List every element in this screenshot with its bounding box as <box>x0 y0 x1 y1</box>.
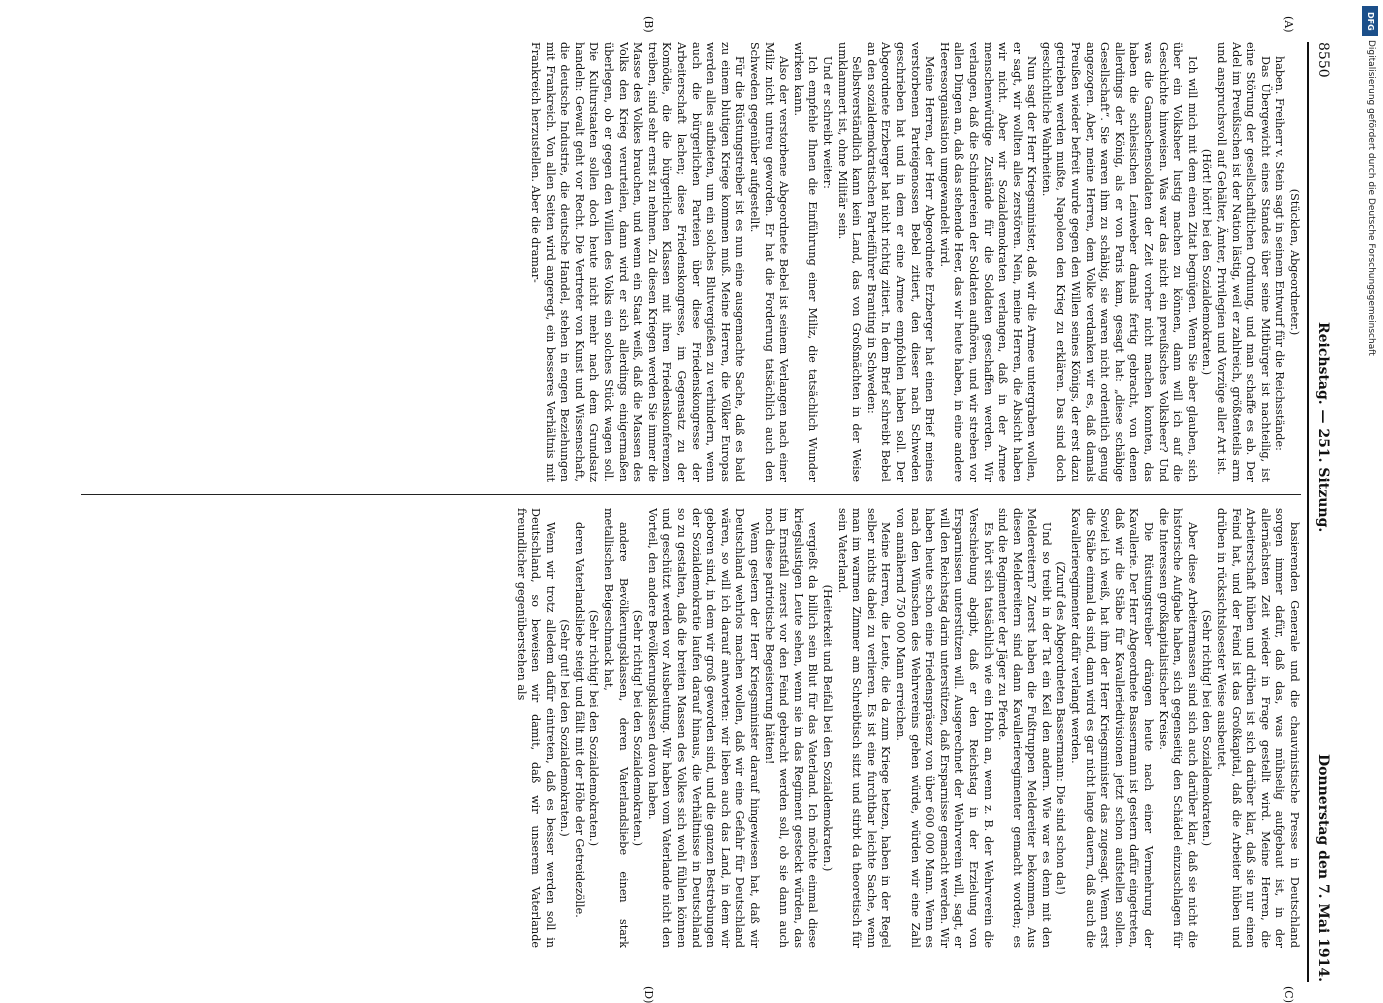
interjection: (Zuruf des Abgeordneten Bassermann: Die sind schon da!) <box>1054 561 1068 895</box>
digitization-credit: Digitalisierung gefördert durch die Deutsche Forschungsgemeinschaft <box>1366 40 1376 356</box>
paragraph: Die Rüstungstreiber drängen heute nach einer Vermehrung der Kavallerie. Der Herr Abgeordnete Bassermann ist gestern dafür eingetreten, daß wir die Stäbe für Kavalleriedivisionen jetzt schon aufstellen sollen. Soviel ich weiß, hat ihm der Herr Kriegsminister das zugesagt. Wenn erst die Stäbe einmal da sind, dann wird es gar nicht lange dauern, daß auch die Kavallerieregimenter dafür verlangt werden. <box>1069 508 1156 948</box>
paragraph: Es hört sich tatsächlich wie ein Hohn an, wenn z. B. der Wehrverein die Verschiebung abgibt, daß er den Reichstag in der Erzielung von Ersparnissen unterstützen will. Ausgerechnet der Wehrverein will, sagt, er will den Reichstag darin unterstützen, daß Ersparnisse gemacht werden. Wir haben heute schon eine Friedenspräsenz von über 600 000 Mann. Wenn es nach den Wünschen des Wehrvereins gehen würde, würden wir eine Zahl von annähernd 750 000 Mann erreichen. <box>893 508 995 948</box>
quote: Selbstverständlich kann kein Land, das von Großmächten in der Weise umklammert ist, ohne Militär sein. <box>835 42 864 482</box>
interjection: (Hört! hört! bei den Sozialdemokraten.) <box>1200 148 1214 376</box>
column-divider <box>81 494 1301 495</box>
page-number: 8550 <box>1315 42 1331 78</box>
paragraph: Meine Herren, die Leute, die da zum Kriege hetzen, haben in der Regel selber nichts dabei zu verlieren. Es ist eine furchtbar leichte Sache, wenn man im warmen Zimmer am Schreibtisch sitzt und stirbt da theoretisch für sein Vaterland. <box>835 508 893 948</box>
quote: Ich empfehle Ihnen die Einführung einer Miliz, die tatsächlich Wunder wirken kann. <box>791 42 820 482</box>
dfg-logo: DFG <box>1362 6 1378 36</box>
left-column <box>61 42 1301 482</box>
paragraph: Und so treibt in der Tat ein Keil den andern. Wie war es denn mit den Meldereitern? Zuerst haben die Fußtruppen Meldereiter bekommen. Aus diesen Meldereitern sind dann Kavallerieregimenter gemacht worden; es sind die Regimenter der Jäger zu Pferde. <box>996 508 1053 948</box>
speaker-note: (Stücklen, Abgeordneter.) <box>1288 188 1301 336</box>
paragraph: Also der verstorbene Abgeordnete Bebel ist seinem Verlangen nach einer Miliz nicht untreu geworden. Er hat die Forderung tatsächlich auch den Schweden gegenüber aufgestellt. <box>748 42 791 482</box>
interjection: (Sehr richtig! bei den Sozialdemokraten.) <box>1200 609 1214 847</box>
paragraph: Nun sagt der Herr Kriegsminister, daß wir die Armee untergraben wollen, er sagt, wir wollten alles zerstören. Nein, meine Herren, die Absicht haben wir nicht. Aber wir Sozialdemokraten verlangen, daß in der Armee menschenwürdige Zustände für die Soldaten geschaffen werden. Wir verlangen, daß die Schindereien der Soldaten aufhören, und wir streben vor allen Dingen an, daß das stehende Heer, das wir heute haben, in eine andere Heeresorganisation umgewandelt wird. <box>937 42 1039 482</box>
margin-marker-d: (D) <box>642 986 655 1003</box>
page-header <box>1307 42 1335 982</box>
paragraph: haben. Freiherr v. Stein sagt in seinem Entwurf für die Reichsstände: <box>1273 56 1287 451</box>
header-rule <box>1307 42 1309 982</box>
interjection: (Sehr richtig! bei den Sozialdemokraten.) <box>631 609 645 847</box>
interjection: (Sehr richtig! bei den Sozialdemokraten.) <box>587 609 601 847</box>
session-date: Donnerstag den 7. Mai 1914. <box>1315 753 1331 982</box>
session-title: Reichstag. — 251. Sitzung. <box>1315 322 1331 533</box>
interjection: (Sehr gut! bei den Sozialdemokraten.) <box>558 619 572 837</box>
quote: Das Übergewicht eines Standes über seine Mitbürger ist nachteilig, ist eine Störung der gesellschaftlichen Ordnung, und man schaffe es ab. Der Adel im Preußischen ist der Nation lästig, weil er zahlreich, größtenteils arm und anspruchsvoll auf Gehälter, Ämter, Privilegien und Vorzüge aller Art ist. <box>1215 42 1272 482</box>
paragraph: Und er schreibt weiter: <box>821 56 834 189</box>
paragraph: Wenn gestern der Herr Kriegsminister darauf hingewiesen hat, daß wir Deutschland wehrlos machen wollen, daß wir eine Gefahr für Deutschland wären, so will ich darauf antworten: wir lieben auch das Land, in dem wir geboren sind, in dem wir groß geworden sind, und die ganzen Bestrebungen der Sozialdemokratie laufen darauf hinaus, die Verhältnisse in Deutschland so zu gestalten, daß die breiten Massen des Volkes sich wohl fühlen können und geschützt werden vor Ausbeutung. Wir haben vom Vaterlande nicht den Vorteil, den andere Bevölkerungsklassen davon haben. <box>645 508 762 948</box>
paragraph: basierenden Generale und die chauvinistische Presse in Deutschland sorgen immer dafür, daß das, was mühselig aufgebaut ist, in der allernächsten Zeit wieder in Frage gestellt wird. Meine Herren, die Arbeiterschaft hüben und drüben ist sich darüber klar, daß sie nur einen Feind hat, und der Feind ist das Großkapital, daß die Arbeiter hüben und drüben in rücksichtslosester Weise ausbeutet. <box>1215 508 1301 948</box>
paragraph: deren Vaterlandsliebe steigt und fällt mit der Höhe der Getreidezölle. <box>572 522 586 918</box>
margin-marker-b: (B) <box>642 16 655 33</box>
margin-marker-c: (C) <box>1282 986 1295 1003</box>
interjection: (Heiterkeit und Beifall bei den Sozialdemokraten.) <box>821 584 834 872</box>
paragraph: Meine Herren, der Herr Abgeordnete Erzberger hat einen Brief meines verstorbenen Parteigenossen Bebel zitiert, den dieser nach Schweden geschrieben hat und in dem er eine Armee empfohlen haben soll. Der Abgeordnete Erzberger hat nicht richtig zitiert. In dem Brief schreibt Bebel an den sozialdemokratischen Parteiführer Branting in Schweden: <box>864 42 937 482</box>
paragraph: vergießt da billich sein Blut für das Vaterland. Ich möchte einmal diese kriegslustigen Leute sehen, wenn sie in das Regiment gesteckt würden, das im Ernstfall zuerst vor den Feind gebracht werden soll, ob sie dann auch noch diese patriotische Begeisterung hätten! <box>762 508 820 948</box>
paragraph: Ich will mich mit dem einen Zitat begnügen. Wenn Sie aber glauben, sich über ein Volksheer lustig machen zu können, dann will ich auf die Geschichte hinweisen. Was war das nicht ein preußisches Volksheer? Und was die Gamaschensoldaten der Zeit vorher nicht machen konnten, das haben die schlesischen Leinweber damals fertig gebracht, von denen allerdings der König, als er von Paris kam, gesagt hat: „diese schäbige Gesellschaft“. Sie waren ihm zu schäbig, sie waren nicht ordentlich genug angezogen. Aber, meine Herren, dem Volke verdanken wir es, daß damals Preußen wieder befreit wurde gegen den Willen seines Königs, der erst dazu getrieben werden mußte, Napoleon den Krieg zu erklären. Das sind doch geschichtliche Wahrheiten. <box>1039 42 1199 482</box>
margin-marker-a: (A) <box>1282 16 1295 33</box>
paragraph: Wenn wir trotz alledem dafür eintreten, daß es besser werden soll in Deutschland, so beweisen wir damit, daß wir unserem Vaterlande freundlicher gegenüberstehen als <box>514 508 557 948</box>
paragraph: Für die Rüstungstreiber ist es nun eine ausgemachte Sache, daß es bald zu einem blutigen Kriege kommen muß. Meine Herren, die Völker Europas werden alles aufbieten, um ein solches Blutvergießen zu verhindern, wenn auch die bürgerlichen Parteien über diese Friedenskongresse der Arbeiterschaft lachen; diese Friedenskongresse, im Gegensatz zu der Komödie, die die bürgerlichen Klassen mit ihren Friedenskonferenzen treiben, sind sehr ernst zu nehmen. Zu diesen Kriegen werden Sie immer die Masse des Volkes brauchen, und wenn ein Staat weiß, daß die Massen des Volks den Krieg verurteilen, dann wird er sich allerdings einigermaßen überlegen, ob er gegen den Willen des Volks ein solches Stück wagen soll. Die Kulturstaaten sollen doch heute nicht mehr nach dem Grundsatz handeln: Gewalt geht vor Recht. Die Vertreter von Kunst und Wissenschaft, die deutsche Industrie, die deutsche Handel, stehen in engen Beziehungen mit Frankreich. Von allen Seiten wird angeregt, ein besseres Verhältnis mit Frankreich herzustellen. Aber die dramar- <box>529 42 747 482</box>
rotated-page-content <box>45 16 1335 1003</box>
right-column <box>61 508 1301 948</box>
paragraph: Aber diese Arbeitermassen sind sich auch darüber klar, daß sie nicht die historische Aufgabe haben, sich gegenseitig den Schädel einzuschlagen für die Interessen großkapitalistischer Kreise. <box>1156 508 1199 948</box>
paragraph: andere Bevölkerungsklassen, deren Vaterlandsliebe einen stark metallischen Beigeschmack hat, <box>602 508 630 948</box>
